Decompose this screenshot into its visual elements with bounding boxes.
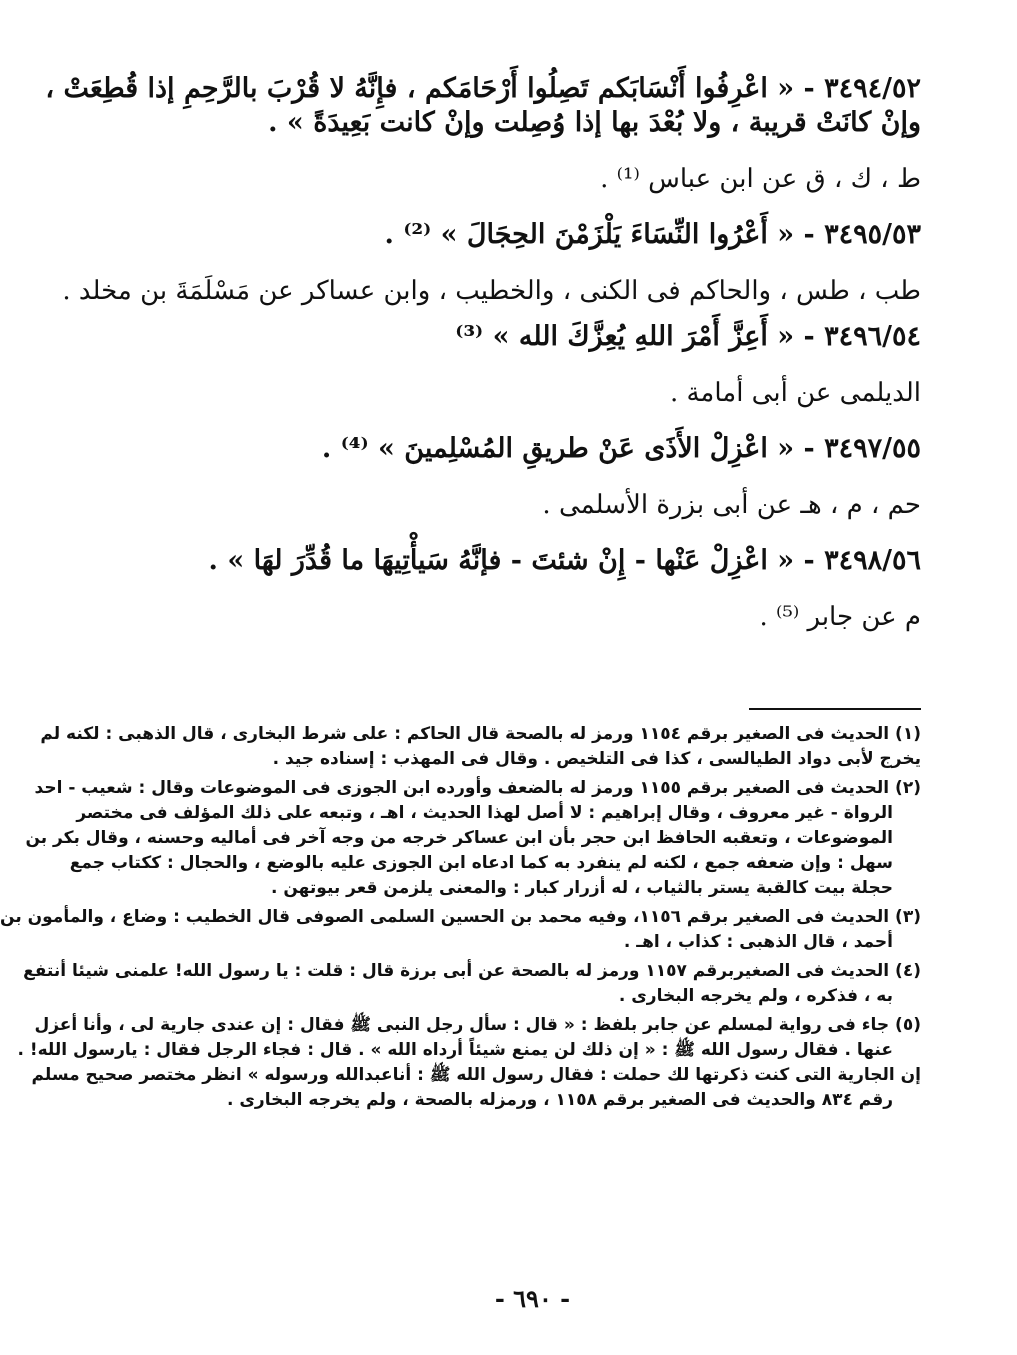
footnote-separator (749, 708, 921, 710)
page-number: - ٦٩٠ - (494, 1284, 571, 1313)
footnote-4 (23, 959, 921, 1009)
hadith-3495-source: طب ، طس ، والحاكم فى الكنى ، والخطيب ، وابن عساكر عن مَسْلَمَةَ بن مخلد . (62, 276, 921, 306)
footnote-2 (25, 776, 921, 901)
hadith-3494-line-1: ٣٤٩٤/٥٢ - « اعْرِفُوا أَنْسَابَكم تَصِلُوا أَرْحَامَكم ، فإِنَّهُ لا قُرْبَ بالرَّحِمِ إذا قُطِعَتْ ، (45, 73, 921, 104)
footnote-1-line-1: (١) الحديث فى الصغير برقم ١١٥٤ ورمز له بالصحة قال الحاكم : على شرط البخارى ، قال الذهبى : لكنه لم (40, 724, 921, 744)
footnote-2-line-4: سهل : وإن ضعفه جمع ، لكنه لم ينفرد به كما ادعاه ابن الجوزى عليه بالوضع ، والحجال : ككتاب جمع (69, 853, 893, 873)
hadith-3495: ٣٤٩٥/٥٣ - « أَعْرُوا النِّسَاءَ يَلْزَمْنَ الحِجَالَ » ⁽²⁾ . (384, 219, 921, 250)
footnote-5-line-2: عنها . فقال رسول الله ﷺ : « إن ذلك لن يمنع شيئاً أرداه الله » . قال : فجاء الرجل فقال : يارسول الله! . (17, 1040, 893, 1060)
footnote-3-line-1: (٣) الحديث فى الصغير برقم ١١٥٦، وفيه محمد بن الحسين السلمى الصوفى قال الخطيب : وضاع ، والمأمون بن (0, 907, 921, 927)
footnote-4-line-1: (٤) الحديث فى الصغيربرقم ١١٥٧ ورمز له بالصحة عن أبى برزة قال : قلت : يا رسول الله! علمنى شيئا أنتفع (23, 961, 921, 981)
hadith-3496: ٣٤٩٦/٥٤ - « أَعِزَّ أَمْرَ اللهِ يُعِزَّكَ الله » ⁽³⁾ (455, 321, 921, 352)
main-text (45, 72, 921, 634)
hadith-3494-source: ط ، ك ، ق عن ابن عباس ⁽¹⁾ . (600, 164, 921, 194)
footnote-5-line-4: رقم ٨٣٤ والحديث فى الصغير برقم ١١٥٨ ، ورمزله بالصحة ، ولم يخرجه البخارى . (226, 1090, 893, 1110)
footnote-3-line-2: أحمد ، قال الذهبى : كذاب ، اهـ . (623, 932, 893, 952)
footnote-3 (0, 905, 921, 955)
hadith-3498-source: م عن جابر ⁽⁵⁾ . (759, 602, 921, 632)
hadith-3494-line-2: وإنْ كانَتْ قريبة ، ولا بُعْدَ بها إذا وُصِلت وإنْ كانت بَعِيدَةً » . (268, 107, 921, 138)
footnote-5 (17, 1013, 921, 1113)
footnote-1 (40, 722, 921, 772)
footnote-2-line-5: حجلة بيت كالقبة يستر بالثياب ، له أزرار كبار : والمعنى يلزمن قعر بيوتهن . (271, 878, 893, 898)
footnote-4-line-2: به ، فذكره ، ولم يخرجه البخارى . (618, 986, 893, 1006)
footnote-2-line-1: (٢) الحديث فى الصغير برقم ١١٥٥ ورمز له بالضعف وأورده ابن الجوزى فى الموضوعات وقال : شعيب - احد (34, 778, 921, 798)
footnote-2-line-3: الموضوعات ، وتعقبه الحافظ ابن حجر بأن ابن عساكر خرجه من وجه آخر فى أماليه وحسنه ، وقال بكر بن (25, 828, 893, 848)
footnotes (0, 722, 921, 1117)
hadith-3496-source: الديلمى عن أبى أمامة . (669, 378, 921, 408)
footnote-5-line-3: إن الجارية التى كنت ذكرتها لك حملت : فقال رسول الله ﷺ : أناعبدالله ورسوله » انظر مختصر صحيح مسلم (31, 1065, 921, 1085)
footnote-1-line-2: يخرج لأبى دواد الطيالسى ، كذا فى التلخيص . وقال فى المهذب : إسناده جيد . (272, 749, 921, 769)
footnote-2-line-2: الرواة - غير معروف ، وقال إبراهيم : لا أصل لهذا الحديث ، اهـ ، وتبعه على ذلك المؤلف فى مختصر (76, 803, 893, 823)
footnote-5-line-1: (٥) جاء فى رواية لمسلم عن جابر بلفظ : « قال : سأل رجل النبى ﷺ فقال : إن عندى جارية لى ، وأنا أعزل (34, 1015, 921, 1035)
hadith-3497-source: حم ، م ، هـ عن أبى بزرة الأسلمى . (542, 490, 921, 520)
hadith-3497: ٣٤٩٧/٥٥ - « اعْزِلْ الأَذَى عَنْ طريقِ المُسْلِمينَ » ⁽⁴⁾ . (321, 433, 921, 464)
hadith-3498: ٣٤٩٨/٥٦ - « اعْزِلْ عَنْها - إِنْ شئتَ - فإنَّهُ سَيأْتِيهَا ما قُدِّرَ لهَا » . (208, 545, 921, 576)
document-page (0, 72, 921, 1355)
